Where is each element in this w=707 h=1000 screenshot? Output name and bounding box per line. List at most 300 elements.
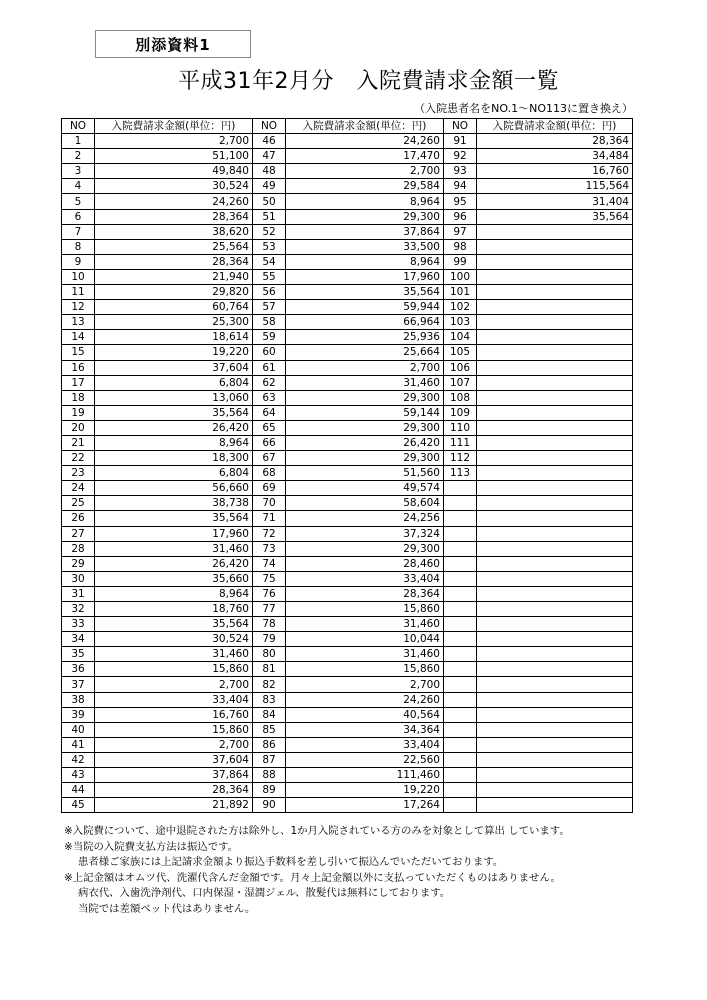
cell-amount	[477, 285, 633, 300]
cell-no: 108	[444, 390, 477, 405]
cell-amount: 2,700	[286, 677, 444, 692]
cell-no	[444, 752, 477, 767]
cell-no: 13	[62, 315, 95, 330]
cell-amount	[477, 375, 633, 390]
cell-no	[444, 677, 477, 692]
cell-no: 84	[253, 707, 286, 722]
cell-no: 70	[253, 496, 286, 511]
table-row	[62, 541, 633, 556]
cell-no: 91	[444, 134, 477, 149]
table-row	[62, 783, 633, 798]
cell-no: 12	[62, 300, 95, 315]
cell-no	[444, 556, 477, 571]
table-row	[62, 752, 633, 767]
footnote-line: ※入院費について、途中退院された方は除外し、1か月入院されている方のみを対象として算出 しています。	[64, 825, 570, 837]
cell-amount: 49,840	[95, 164, 253, 179]
cell-no: 8	[62, 239, 95, 254]
cell-amount: 15,860	[95, 722, 253, 737]
cell-no: 40	[62, 722, 95, 737]
cell-amount: 13,060	[95, 390, 253, 405]
cell-no: 51	[253, 209, 286, 224]
cell-amount	[477, 677, 633, 692]
cell-no: 83	[253, 692, 286, 707]
cell-no: 10	[62, 269, 95, 284]
cell-no: 112	[444, 451, 477, 466]
cell-no	[444, 692, 477, 707]
cell-no: 34	[62, 632, 95, 647]
cell-no: 26	[62, 511, 95, 526]
cell-amount	[477, 526, 633, 541]
cell-amount: 2,700	[286, 360, 444, 375]
cell-amount: 56,660	[95, 481, 253, 496]
cell-no: 94	[444, 179, 477, 194]
cell-amount: 6,804	[95, 466, 253, 481]
cell-amount: 37,864	[286, 224, 444, 239]
cell-no	[444, 768, 477, 783]
cell-no: 78	[253, 617, 286, 632]
cell-no: 43	[62, 768, 95, 783]
cell-amount	[477, 451, 633, 466]
cell-no	[444, 496, 477, 511]
cell-no: 31	[62, 586, 95, 601]
cell-amount	[477, 632, 633, 647]
cell-no: 50	[253, 194, 286, 209]
table-row	[62, 149, 633, 164]
cell-amount	[477, 239, 633, 254]
cell-no: 4	[62, 179, 95, 194]
cell-amount: 111,460	[286, 768, 444, 783]
cell-no: 6	[62, 209, 95, 224]
table-row	[62, 571, 633, 586]
table-row	[62, 254, 633, 269]
cell-amount: 35,564	[95, 405, 253, 420]
cell-no	[444, 647, 477, 662]
cell-no: 63	[253, 390, 286, 405]
table-row	[62, 481, 633, 496]
footnote-line: ※当院の入院費支払方法は振込です。	[64, 840, 239, 853]
table-row	[62, 511, 633, 526]
cell-amount: 29,584	[286, 179, 444, 194]
cell-amount: 19,220	[286, 783, 444, 798]
cell-amount	[477, 722, 633, 737]
cell-no: 15	[62, 345, 95, 360]
cell-amount: 31,460	[95, 647, 253, 662]
cell-amount: 31,404	[477, 194, 633, 209]
cell-amount: 29,300	[286, 451, 444, 466]
cell-amount	[477, 224, 633, 239]
cell-no	[444, 798, 477, 813]
cell-no: 44	[62, 783, 95, 798]
footnote-line: 病衣代、入歯洗浄剤代、口内保湿・湿潤ジェル、散髪代は無料にしております。	[78, 887, 451, 899]
cell-no: 76	[253, 586, 286, 601]
cell-amount: 31,460	[286, 617, 444, 632]
cell-amount: 25,664	[286, 345, 444, 360]
cell-no: 65	[253, 420, 286, 435]
cell-amount: 34,364	[286, 722, 444, 737]
cell-no	[444, 632, 477, 647]
table-row	[62, 435, 633, 450]
cell-no: 75	[253, 571, 286, 586]
cell-amount	[477, 541, 633, 556]
cell-amount: 18,614	[95, 330, 253, 345]
cell-amount: 22,560	[286, 752, 444, 767]
cell-amount: 24,260	[286, 134, 444, 149]
cell-amount: 2,700	[286, 164, 444, 179]
cell-amount: 33,500	[286, 239, 444, 254]
cell-no: 61	[253, 360, 286, 375]
cell-amount: 18,760	[95, 602, 253, 617]
cell-no: 89	[253, 783, 286, 798]
cell-amount: 35,660	[95, 571, 253, 586]
cell-no: 27	[62, 526, 95, 541]
cell-no: 85	[253, 722, 286, 737]
cell-no	[444, 526, 477, 541]
cell-amount: 28,364	[477, 134, 633, 149]
cell-amount	[477, 662, 633, 677]
page-title: 平成31年2月分 入院費請求金額一覧	[178, 69, 559, 94]
table-row	[62, 209, 633, 224]
cell-no: 104	[444, 330, 477, 345]
cell-amount: 21,940	[95, 269, 253, 284]
cell-amount	[477, 405, 633, 420]
cell-amount	[477, 481, 633, 496]
cell-amount: 33,404	[286, 571, 444, 586]
billing-table	[61, 118, 633, 813]
cell-amount: 24,256	[286, 511, 444, 526]
table-row	[62, 179, 633, 194]
header-amount: 入院費請求金額(単位：円)	[286, 119, 444, 134]
cell-no: 111	[444, 435, 477, 450]
cell-amount	[477, 360, 633, 375]
footnote-line: 当院では差額ベット代はありません。	[78, 902, 256, 915]
cell-no: 66	[253, 435, 286, 450]
cell-amount: 21,892	[95, 798, 253, 813]
cell-amount	[477, 390, 633, 405]
cell-no: 82	[253, 677, 286, 692]
cell-amount: 37,324	[286, 526, 444, 541]
anonymization-note: （入院患者名をNO.1～NO113に置き換え）	[414, 102, 633, 115]
cell-amount	[477, 330, 633, 345]
cell-no: 37	[62, 677, 95, 692]
cell-no: 1	[62, 134, 95, 149]
cell-amount: 10,044	[286, 632, 444, 647]
cell-no: 110	[444, 420, 477, 435]
table-body	[62, 134, 633, 813]
cell-amount: 15,860	[286, 602, 444, 617]
cell-amount: 60,764	[95, 300, 253, 315]
cell-no: 93	[444, 164, 477, 179]
cell-no: 74	[253, 556, 286, 571]
cell-no: 98	[444, 239, 477, 254]
cell-amount	[477, 315, 633, 330]
cell-amount	[477, 269, 633, 284]
cell-amount	[477, 752, 633, 767]
cell-amount	[477, 571, 633, 586]
cell-amount	[477, 647, 633, 662]
cell-amount: 29,300	[286, 390, 444, 405]
cell-amount: 28,364	[286, 586, 444, 601]
cell-amount: 15,860	[286, 662, 444, 677]
cell-no: 29	[62, 556, 95, 571]
cell-no	[444, 662, 477, 677]
cell-no: 56	[253, 285, 286, 300]
cell-amount	[477, 556, 633, 571]
cell-amount: 15,860	[95, 662, 253, 677]
cell-amount: 59,144	[286, 405, 444, 420]
cell-no: 11	[62, 285, 95, 300]
table-row	[62, 662, 633, 677]
cell-amount: 18,300	[95, 451, 253, 466]
cell-no: 97	[444, 224, 477, 239]
table-row	[62, 269, 633, 284]
cell-amount: 25,936	[286, 330, 444, 345]
cell-no: 73	[253, 541, 286, 556]
cell-amount: 35,564	[95, 511, 253, 526]
table-row	[62, 420, 633, 435]
cell-no: 20	[62, 420, 95, 435]
cell-amount: 19,220	[95, 345, 253, 360]
cell-amount: 30,524	[95, 632, 253, 647]
cell-amount: 29,300	[286, 541, 444, 556]
cell-amount: 28,460	[286, 556, 444, 571]
cell-amount: 29,300	[286, 209, 444, 224]
cell-amount: 37,604	[95, 752, 253, 767]
cell-no: 38	[62, 692, 95, 707]
table-row	[62, 737, 633, 752]
table-row	[62, 586, 633, 601]
cell-amount	[477, 692, 633, 707]
cell-no: 3	[62, 164, 95, 179]
cell-no: 49	[253, 179, 286, 194]
cell-amount	[477, 511, 633, 526]
cell-amount	[477, 783, 633, 798]
cell-amount	[477, 254, 633, 269]
cell-amount	[477, 345, 633, 360]
cell-no: 59	[253, 330, 286, 345]
cell-no: 48	[253, 164, 286, 179]
cell-amount	[477, 300, 633, 315]
cell-no: 21	[62, 435, 95, 450]
cell-amount: 28,364	[95, 254, 253, 269]
cell-no: 109	[444, 405, 477, 420]
cell-amount: 2,700	[95, 737, 253, 752]
table-row	[62, 134, 633, 149]
cell-no: 72	[253, 526, 286, 541]
cell-no: 81	[253, 662, 286, 677]
cell-amount: 24,260	[95, 194, 253, 209]
cell-amount: 2,700	[95, 134, 253, 149]
cell-no: 113	[444, 466, 477, 481]
table-row	[62, 239, 633, 254]
cell-no: 32	[62, 602, 95, 617]
cell-amount	[477, 768, 633, 783]
cell-amount: 38,738	[95, 496, 253, 511]
header-amount: 入院費請求金額(単位：円)	[95, 119, 253, 134]
attachment-label	[95, 30, 251, 58]
cell-no: 2	[62, 149, 95, 164]
cell-amount: 17,960	[95, 526, 253, 541]
table-row	[62, 768, 633, 783]
cell-amount	[477, 586, 633, 601]
cell-no	[444, 481, 477, 496]
footnote-line: ※上記金額はオムツ代、洗濯代含んだ金額です。月々上記金額以外に支払っていただくものはありません。	[64, 871, 561, 884]
cell-no: 41	[62, 737, 95, 752]
cell-no	[444, 511, 477, 526]
cell-no: 24	[62, 481, 95, 496]
cell-no: 90	[253, 798, 286, 813]
cell-amount: 38,620	[95, 224, 253, 239]
cell-amount: 51,560	[286, 466, 444, 481]
table-row	[62, 692, 633, 707]
cell-amount	[477, 466, 633, 481]
cell-amount: 59,944	[286, 300, 444, 315]
cell-amount: 40,564	[286, 707, 444, 722]
cell-no: 28	[62, 541, 95, 556]
cell-no	[444, 617, 477, 632]
cell-amount	[477, 496, 633, 511]
cell-amount: 17,264	[286, 798, 444, 813]
table-header-row	[62, 119, 633, 134]
cell-no: 100	[444, 269, 477, 284]
cell-no: 99	[444, 254, 477, 269]
cell-no: 53	[253, 239, 286, 254]
table-row	[62, 390, 633, 405]
cell-amount: 29,820	[95, 285, 253, 300]
cell-no: 79	[253, 632, 286, 647]
table-row	[62, 194, 633, 209]
cell-no: 22	[62, 451, 95, 466]
cell-no: 88	[253, 768, 286, 783]
cell-amount: 16,760	[95, 707, 253, 722]
cell-amount: 66,964	[286, 315, 444, 330]
cell-amount: 115,564	[477, 179, 633, 194]
cell-amount: 16,760	[477, 164, 633, 179]
table-row	[62, 360, 633, 375]
cell-amount: 35,564	[477, 209, 633, 224]
cell-amount: 17,960	[286, 269, 444, 284]
header-no: NO	[62, 119, 95, 134]
cell-no: 19	[62, 405, 95, 420]
footnote-line: 患者様ご家族には上記請求金額より振込手数料を差し引いて振込んでいただいております。	[78, 856, 504, 868]
cell-amount: 29,300	[286, 420, 444, 435]
cell-amount: 35,564	[286, 285, 444, 300]
cell-no	[444, 722, 477, 737]
header-no: NO	[253, 119, 286, 134]
cell-no: 47	[253, 149, 286, 164]
cell-no: 17	[62, 375, 95, 390]
cell-amount: 37,604	[95, 360, 253, 375]
table-row	[62, 632, 633, 647]
table-row	[62, 466, 633, 481]
cell-no: 64	[253, 405, 286, 420]
cell-no: 42	[62, 752, 95, 767]
table-row	[62, 451, 633, 466]
cell-no	[444, 707, 477, 722]
cell-no: 102	[444, 300, 477, 315]
cell-no: 69	[253, 481, 286, 496]
cell-no: 30	[62, 571, 95, 586]
table-row	[62, 496, 633, 511]
cell-amount	[477, 798, 633, 813]
cell-amount: 31,460	[95, 541, 253, 556]
table-row	[62, 556, 633, 571]
table-row	[62, 677, 633, 692]
cell-no: 106	[444, 360, 477, 375]
cell-no: 80	[253, 647, 286, 662]
cell-no: 87	[253, 752, 286, 767]
table-row	[62, 330, 633, 345]
cell-no: 62	[253, 375, 286, 390]
cell-no: 25	[62, 496, 95, 511]
cell-no: 35	[62, 647, 95, 662]
cell-no	[444, 602, 477, 617]
cell-no: 86	[253, 737, 286, 752]
header-no: NO	[444, 119, 477, 134]
cell-amount: 25,300	[95, 315, 253, 330]
cell-no: 57	[253, 300, 286, 315]
attachment-label-text: 別添資料1	[135, 35, 211, 54]
cell-amount	[477, 602, 633, 617]
cell-amount: 37,864	[95, 768, 253, 783]
cell-no: 52	[253, 224, 286, 239]
cell-no: 33	[62, 617, 95, 632]
cell-no: 67	[253, 451, 286, 466]
cell-amount: 26,420	[95, 556, 253, 571]
cell-no: 7	[62, 224, 95, 239]
cell-no	[444, 783, 477, 798]
cell-amount: 49,574	[286, 481, 444, 496]
footnotes	[64, 824, 570, 917]
cell-no: 58	[253, 315, 286, 330]
cell-no: 68	[253, 466, 286, 481]
cell-amount	[477, 707, 633, 722]
cell-no: 23	[62, 466, 95, 481]
cell-no	[444, 571, 477, 586]
table-row	[62, 345, 633, 360]
cell-amount: 31,460	[286, 647, 444, 662]
cell-amount: 8,964	[286, 254, 444, 269]
table-row	[62, 602, 633, 617]
cell-amount: 58,604	[286, 496, 444, 511]
cell-no: 5	[62, 194, 95, 209]
cell-no: 105	[444, 345, 477, 360]
table-row	[62, 707, 633, 722]
cell-no: 101	[444, 285, 477, 300]
table-row	[62, 285, 633, 300]
table-row	[62, 164, 633, 179]
cell-no: 16	[62, 360, 95, 375]
cell-no: 54	[253, 254, 286, 269]
cell-no	[444, 541, 477, 556]
table-row	[62, 375, 633, 390]
cell-amount	[477, 737, 633, 752]
cell-no	[444, 737, 477, 752]
cell-amount	[477, 617, 633, 632]
cell-amount: 51,100	[95, 149, 253, 164]
cell-no: 46	[253, 134, 286, 149]
cell-amount: 28,364	[95, 783, 253, 798]
cell-amount: 2,700	[95, 677, 253, 692]
cell-no: 71	[253, 511, 286, 526]
cell-no: 96	[444, 209, 477, 224]
header-amount: 入院費請求金額(単位：円)	[477, 119, 633, 134]
table-row	[62, 405, 633, 420]
cell-amount: 30,524	[95, 179, 253, 194]
cell-no: 92	[444, 149, 477, 164]
cell-no: 9	[62, 254, 95, 269]
cell-amount: 34,484	[477, 149, 633, 164]
cell-amount: 26,420	[95, 420, 253, 435]
